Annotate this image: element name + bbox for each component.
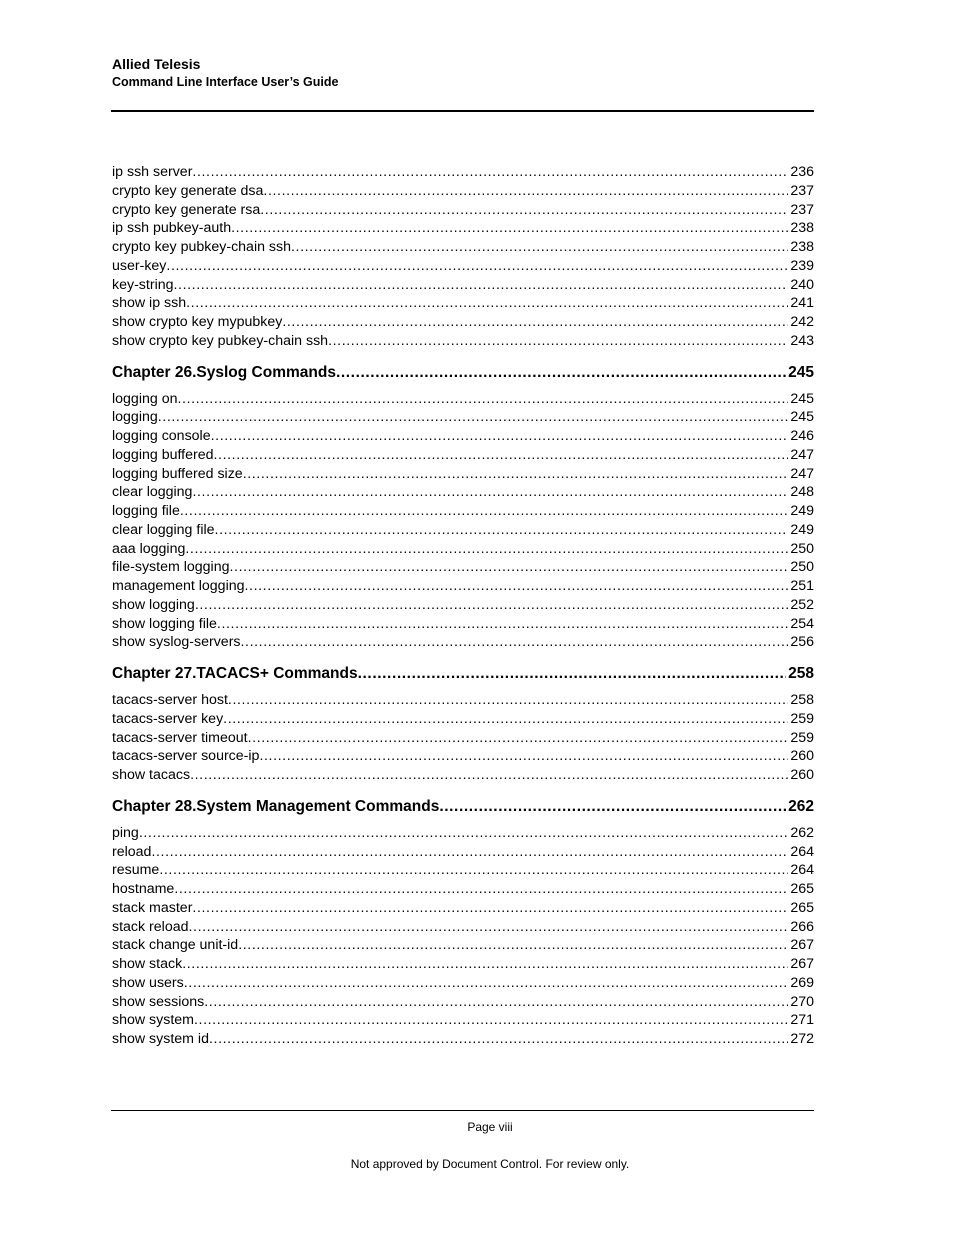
entry-title: tacacs-server key [112, 710, 224, 727]
entry-page-number: 265 [790, 881, 814, 897]
entry-page-number: 262 [790, 824, 814, 841]
toc-entry[interactable] [112, 276, 814, 295]
dot-leader [260, 201, 788, 220]
toc-entry[interactable] [112, 710, 814, 729]
toc-entry[interactable] [112, 729, 814, 748]
entry-page-number: 264 [790, 843, 814, 860]
dot-leader [228, 691, 788, 710]
toc-entry[interactable] [112, 163, 814, 182]
entry-title: crypto key pubkey-chain ssh [112, 239, 292, 255]
toc-entry[interactable] [112, 880, 814, 899]
dot-leader [174, 276, 789, 295]
toc-entry[interactable] [112, 824, 814, 843]
entry-title: show sessions [112, 993, 205, 1010]
dot-leader [151, 843, 788, 862]
toc-entry[interactable] [112, 313, 814, 332]
entry-page-number: 259 [790, 729, 814, 746]
page-header [112, 55, 814, 91]
dot-leader [184, 974, 789, 993]
dot-leader [328, 332, 788, 351]
entry-page-number: 256 [790, 634, 814, 651]
dot-leader [189, 918, 789, 937]
dot-leader [177, 390, 788, 409]
toc-entry[interactable] [112, 540, 814, 559]
entry-page-number: 264 [790, 862, 814, 879]
entry-title: show system id [112, 1031, 209, 1047]
entry-page-number: 238 [790, 239, 814, 255]
entry-page-number: 271 [790, 1012, 814, 1029]
entry-page-number: 245 [790, 390, 814, 407]
entry-title: crypto key generate rsa [112, 201, 261, 218]
entry-title: show crypto key pubkey-chain ssh [112, 332, 329, 349]
review-notice: Not approved by Document Control. For review only. [350, 1157, 630, 1171]
entry-title: show tacacs [112, 767, 191, 783]
entry-title: clear logging file [112, 521, 215, 538]
dot-leader [263, 182, 788, 201]
toc-entry[interactable] [112, 615, 814, 634]
toc-entry[interactable] [112, 633, 814, 652]
entry-page-number: 246 [790, 428, 814, 444]
toc-entry[interactable] [112, 521, 814, 540]
toc-entry[interactable] [112, 766, 814, 785]
entry-title: reload [112, 843, 152, 860]
toc-entry[interactable] [112, 691, 814, 710]
entry-title: logging buffered [112, 446, 214, 463]
toc-chapter-heading[interactable] [112, 363, 814, 383]
entry-page-number: 247 [790, 465, 814, 482]
entry-title: show crypto key mypubkey [112, 314, 283, 330]
toc-entry[interactable] [112, 332, 814, 351]
entry-page-number: 241 [790, 295, 814, 312]
dot-leader [182, 955, 788, 974]
toc-entry[interactable] [112, 843, 814, 862]
entry-page-number: 252 [790, 596, 814, 613]
entry-title: show ip ssh [112, 295, 187, 312]
entry-title: stack master [112, 899, 193, 916]
toc-entry[interactable] [112, 1030, 814, 1049]
dot-leader [259, 747, 788, 766]
entry-title: ip ssh pubkey-auth [112, 220, 232, 237]
entry-title: stack reload [112, 918, 189, 935]
toc-entry[interactable] [112, 390, 814, 409]
entry-title: logging buffered size [112, 465, 243, 482]
dot-leader [238, 936, 788, 955]
dot-leader [194, 1011, 788, 1030]
entry-title: logging console [112, 428, 211, 444]
dot-leader [209, 1030, 788, 1049]
entry-page-number: 272 [790, 1031, 814, 1047]
toc-entry[interactable] [112, 502, 814, 521]
toc-group [112, 163, 814, 351]
entry-title: user-key [112, 257, 167, 274]
entry-page-number: 238 [790, 220, 814, 237]
toc-entry[interactable] [112, 974, 814, 993]
entry-page-number: 249 [790, 503, 814, 519]
entry-title: logging file [112, 503, 180, 519]
guide-title: Command Line Interface User’s Guide [112, 75, 339, 89]
dot-leader [245, 577, 789, 596]
dot-leader [214, 446, 789, 465]
dot-leader [336, 363, 786, 383]
dot-leader [241, 633, 789, 652]
dot-leader [217, 615, 788, 634]
entry-page-number: 239 [790, 257, 814, 274]
entry-page-number: 245 [790, 409, 814, 426]
entry-page-number: 247 [790, 446, 814, 463]
dot-leader [248, 729, 789, 748]
entry-title: ip ssh server [112, 164, 193, 180]
toc-group [112, 797, 814, 1049]
toc-entry[interactable] [112, 993, 814, 1012]
chapter-title: Chapter 27.TACACS+ Commands [112, 665, 358, 682]
toc-entry[interactable] [112, 747, 814, 766]
entry-title: stack change unit-id [112, 937, 239, 954]
dot-leader [180, 502, 788, 521]
entry-title: resume [112, 862, 160, 879]
toc-entry[interactable] [112, 427, 814, 446]
entry-page-number: 237 [790, 201, 814, 218]
entry-page-number: 258 [790, 692, 814, 708]
toc-entry[interactable] [112, 558, 814, 577]
dot-leader [223, 710, 788, 729]
toc-entry[interactable] [112, 955, 814, 974]
entry-page-number: 259 [790, 710, 814, 727]
header-divider [111, 110, 814, 112]
entry-title: logging [112, 409, 158, 426]
dot-leader [243, 465, 789, 484]
dot-leader [190, 766, 788, 785]
entry-title: crypto key generate dsa [112, 182, 264, 199]
entry-page-number: 267 [790, 937, 814, 954]
toc-entry[interactable] [112, 483, 814, 502]
entry-page-number: 266 [790, 918, 814, 935]
entry-title: file-system logging [112, 559, 230, 576]
dot-leader [195, 596, 789, 615]
entry-page-number: 237 [790, 182, 814, 199]
toc-entry[interactable] [112, 899, 814, 918]
toc-entry[interactable] [112, 596, 814, 615]
chapter-title: Chapter 28.System Management Commands [112, 797, 440, 815]
toc-entry[interactable] [112, 918, 814, 937]
entry-page-number: 250 [790, 540, 814, 557]
dot-leader [358, 664, 787, 684]
toc-entry[interactable] [112, 577, 814, 596]
dot-leader [186, 294, 788, 313]
entry-title: show logging file [112, 615, 217, 632]
toc-entry[interactable] [112, 257, 814, 276]
dot-leader [185, 540, 788, 559]
toc-chapter-heading[interactable] [112, 797, 814, 817]
toc-entry[interactable] [112, 201, 814, 220]
toc-entry[interactable] [112, 1011, 814, 1030]
entry-page-number: 236 [790, 164, 814, 180]
dot-leader [211, 427, 789, 446]
dot-leader [192, 899, 788, 918]
dot-leader [174, 880, 788, 899]
entry-title: hostname [112, 881, 175, 897]
entry-title: key-string [112, 276, 174, 293]
dot-leader [159, 861, 788, 880]
dot-leader [192, 483, 788, 502]
page-number: Page viii [467, 1120, 513, 1134]
toc-entry[interactable] [112, 182, 814, 201]
entry-title: tacacs-server source-ip [112, 748, 260, 765]
entry-title: logging on [112, 390, 178, 407]
dot-leader [439, 797, 786, 817]
chapter-page-number: 245 [788, 363, 814, 381]
toc-entry[interactable] [112, 446, 814, 465]
chapter-title: Chapter 26.Syslog Commands [112, 363, 336, 381]
toc-entry[interactable] [112, 408, 814, 427]
entry-title: tacacs-server host [112, 692, 228, 708]
toc-group [112, 664, 814, 785]
entry-title: management logging [112, 578, 245, 594]
dot-leader [282, 313, 788, 332]
entry-title: ping [112, 824, 139, 841]
entry-title: tacacs-server timeout [112, 729, 248, 746]
entry-page-number: 265 [790, 899, 814, 916]
toc-entry[interactable] [112, 465, 814, 484]
entry-title: show logging [112, 596, 195, 613]
entry-title: aaa logging [112, 540, 186, 557]
entry-page-number: 254 [790, 615, 814, 632]
dot-leader [204, 993, 788, 1012]
dot-leader [139, 824, 789, 843]
entry-page-number: 243 [790, 332, 814, 349]
entry-title: show stack [112, 956, 183, 972]
toc-entry[interactable] [112, 219, 814, 238]
entry-page-number: 251 [790, 578, 814, 594]
toc-entry[interactable] [112, 861, 814, 880]
entry-title: show syslog-servers [112, 634, 241, 651]
dot-leader [215, 521, 789, 540]
dot-leader [158, 408, 789, 427]
company-name: Allied Telesis [112, 56, 201, 72]
toc-entry[interactable] [112, 238, 814, 257]
toc-entry[interactable] [112, 294, 814, 313]
chapter-page-number: 258 [788, 665, 814, 682]
entry-page-number: 270 [790, 993, 814, 1010]
chapter-page-number: 262 [788, 797, 814, 815]
entry-page-number: 269 [790, 974, 814, 991]
entry-page-number: 240 [790, 276, 814, 293]
toc-chapter-heading[interactable] [112, 664, 814, 684]
table-of-contents [112, 163, 814, 1049]
entry-page-number: 242 [790, 314, 814, 330]
toc-entry[interactable] [112, 936, 814, 955]
entry-title: show users [112, 974, 184, 991]
entry-title: clear logging [112, 484, 193, 501]
entry-page-number: 260 [790, 748, 814, 765]
entry-page-number: 248 [790, 484, 814, 501]
toc-group [112, 363, 814, 653]
entry-page-number: 267 [790, 956, 814, 972]
dot-leader [192, 163, 788, 182]
entry-page-number: 249 [790, 521, 814, 538]
dot-leader [166, 257, 788, 276]
entry-page-number: 260 [790, 767, 814, 783]
dot-leader [230, 558, 789, 577]
entry-title: show system [112, 1012, 194, 1029]
dot-leader [291, 238, 788, 257]
footer-divider [111, 1110, 814, 1111]
dot-leader [231, 219, 788, 238]
entry-page-number: 250 [790, 559, 814, 576]
